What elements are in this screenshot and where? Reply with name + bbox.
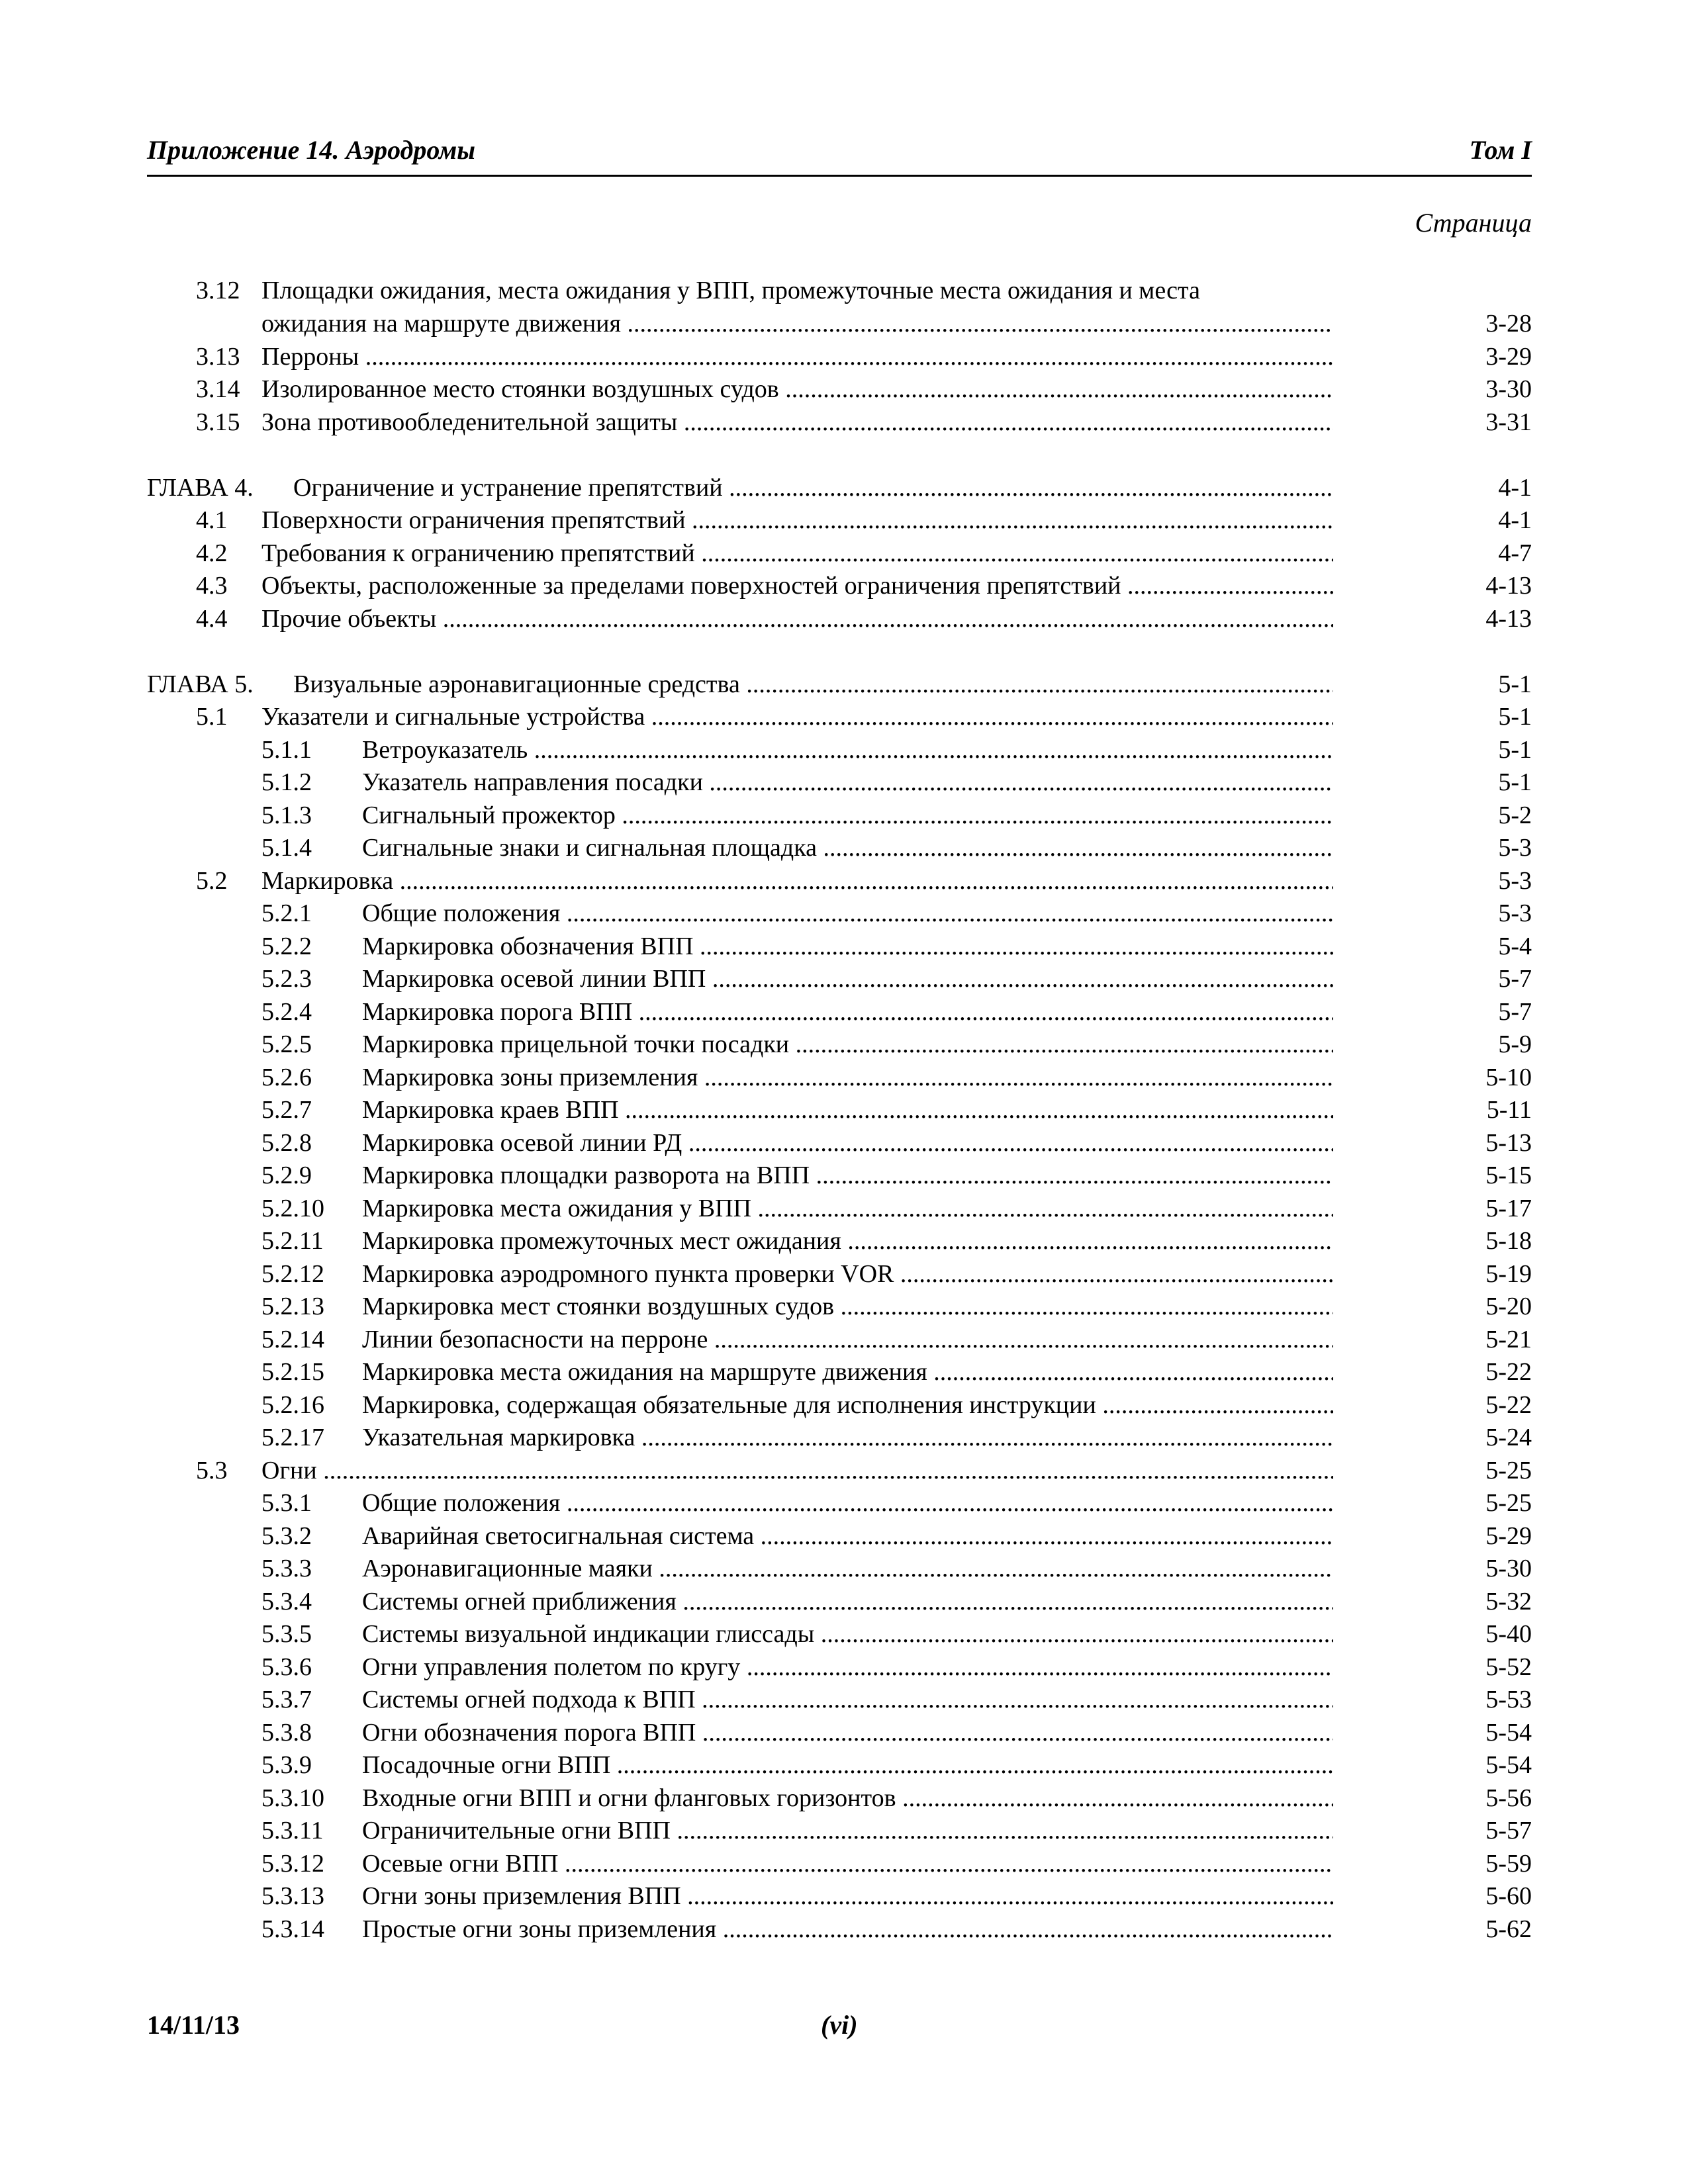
footer-date: 14/11/13	[147, 2010, 240, 2040]
toc-entry[interactable]	[0, 1716, 1688, 1749]
toc-title: Маркировка мест стоянки воздушных судов .....	[362, 1293, 1333, 1320]
toc-page: 5-22	[1485, 1358, 1532, 1386]
toc-num: 5.2.8	[261, 1129, 312, 1157]
toc-title: Аэронавигационные маяки .....	[362, 1555, 1333, 1582]
toc-page: 3-31	[1485, 408, 1532, 436]
page-column-label: Страница	[1415, 208, 1532, 238]
toc-entry[interactable]	[0, 406, 1688, 439]
toc-entry[interactable]	[0, 700, 1688, 733]
toc-title: Сигнальные знаки и сигнальная площадка .....	[362, 834, 1333, 862]
toc-page: 5-21	[1485, 1326, 1532, 1353]
toc-page: 4-7	[1498, 539, 1532, 567]
toc-entry[interactable]	[0, 1749, 1688, 1782]
toc-num: 5.2.5	[261, 1030, 312, 1058]
toc-title: Маркировка промежуточных мест ожидания .....	[362, 1227, 1333, 1255]
toc-page: 5-17	[1485, 1195, 1532, 1222]
toc-page: 5-60	[1485, 1882, 1532, 1910]
toc-num: 5.2.7	[261, 1096, 312, 1124]
toc-title: Маркировка порога ВПП .....	[362, 998, 1333, 1026]
toc-num: 4.2	[196, 539, 228, 567]
toc-entry[interactable]	[0, 1421, 1688, 1454]
toc-entry[interactable]	[0, 1486, 1688, 1520]
toc-entry[interactable]	[0, 1061, 1688, 1094]
toc-page: 5-7	[1498, 998, 1532, 1026]
toc-title: Маркировка места ожидания у ВПП .....	[362, 1195, 1333, 1222]
toc-title: Системы визуальной индикации глиссады .....	[362, 1620, 1333, 1648]
toc-title: Общие положения .....	[362, 1489, 1333, 1517]
toc-entry[interactable]	[0, 799, 1688, 832]
toc-title: Общие положения .....	[362, 899, 1333, 927]
toc-title: Системы огней приближения .....	[362, 1588, 1333, 1615]
toc-page: 5-1	[1498, 736, 1532, 764]
toc-entry[interactable]	[0, 930, 1688, 963]
toc-title: Маркировка .....	[261, 867, 1333, 895]
toc-page: 4-13	[1485, 605, 1532, 633]
toc-num: 5.2	[196, 867, 228, 895]
toc-num: 5.3.7	[261, 1686, 312, 1713]
toc-entry[interactable]	[0, 766, 1688, 799]
toc-num: 5.2.2	[261, 933, 312, 960]
toc-num: 5.1.1	[261, 736, 312, 764]
toc-num: 5.3.13	[261, 1882, 324, 1910]
toc-page: 5-62	[1485, 1915, 1532, 1943]
toc-page: 5-25	[1485, 1489, 1532, 1517]
toc-entry[interactable]	[0, 1683, 1688, 1716]
toc-page: 5-20	[1485, 1293, 1532, 1320]
toc-num: 5.3.11	[261, 1817, 324, 1844]
toc-entry[interactable]	[0, 1192, 1688, 1225]
toc-title: Маркировка места ожидания на маршруте движения .....	[362, 1358, 1333, 1386]
toc-page: 5-13	[1485, 1129, 1532, 1157]
toc-entry[interactable]	[0, 373, 1688, 406]
toc-title: Требования к ограничению препятствий .....	[261, 539, 1333, 567]
toc-num: ГЛАВА 4.	[147, 474, 254, 502]
toc-entry[interactable]	[0, 471, 1688, 504]
toc-page: 5-29	[1485, 1522, 1532, 1550]
toc-num: 3.12	[196, 277, 240, 304]
toc-title: Указатель направления посадки .....	[362, 768, 1333, 796]
toc-page: 5-2	[1498, 801, 1532, 829]
toc-entry[interactable]	[0, 1388, 1688, 1422]
toc-entry[interactable]	[0, 504, 1688, 537]
toc-entry[interactable]	[0, 1454, 1688, 1487]
toc-page: 5-10	[1485, 1064, 1532, 1091]
toc-entry[interactable]	[0, 1224, 1688, 1257]
toc-page: 5-30	[1485, 1555, 1532, 1582]
toc-entry[interactable]	[0, 1159, 1688, 1192]
toc-title: Посадочные огни ВПП .....	[362, 1751, 1333, 1779]
toc-title: Линии безопасности на перроне .....	[362, 1326, 1333, 1353]
toc-num: 4.4	[196, 605, 228, 633]
toc-title: Огни управления полетом по кругу .....	[362, 1653, 1333, 1681]
toc-page: 5-15	[1485, 1161, 1532, 1189]
toc-entry[interactable]	[0, 995, 1688, 1028]
toc-num: 5.3.2	[261, 1522, 312, 1550]
header-title: Приложение 14. Аэродромы	[147, 135, 476, 165]
toc-title: Входные огни ВПП и огни фланговых горизонтов .....	[362, 1784, 1333, 1812]
toc-page: 5-1	[1498, 768, 1532, 796]
toc-entry[interactable]	[0, 897, 1688, 930]
toc-num: 5.3.1	[261, 1489, 312, 1517]
toc-num: 5.3.3	[261, 1555, 312, 1582]
toc-num: 5.2.16	[261, 1391, 324, 1419]
toc-entry[interactable]	[0, 1814, 1688, 1847]
toc-entry[interactable]	[0, 340, 1688, 373]
toc-page: 3-29	[1485, 343, 1532, 371]
toc-entry[interactable]	[0, 831, 1688, 864]
toc-entry[interactable]	[0, 1355, 1688, 1388]
toc-entry[interactable]	[0, 1782, 1688, 1815]
toc-page: 5-32	[1485, 1588, 1532, 1615]
toc-num: 4.3	[196, 572, 228, 600]
toc-page: 5-3	[1498, 867, 1532, 895]
toc-num: 3.13	[196, 343, 240, 371]
toc-title: Огни .....	[261, 1457, 1333, 1484]
toc-page: 5-56	[1485, 1784, 1532, 1812]
toc-page: 5-1	[1498, 703, 1532, 731]
toc-title: Простые огни зоны приземления .....	[362, 1915, 1333, 1943]
toc-page: 4-1	[1498, 506, 1532, 534]
toc-num: 5.1.4	[261, 834, 312, 862]
toc-num: 5.2.11	[261, 1227, 324, 1255]
toc-entry[interactable]	[0, 1585, 1688, 1618]
toc-page: 5-40	[1485, 1620, 1532, 1648]
toc-entry[interactable]	[0, 1126, 1688, 1160]
toc-num: 5.2.17	[261, 1424, 324, 1451]
toc-num: 5.3.9	[261, 1751, 312, 1779]
toc-entry[interactable]	[0, 1093, 1688, 1126]
toc-title: Маркировка площадки разворота на ВПП .....	[362, 1161, 1333, 1189]
toc-title: Маркировка аэродромного пункта проверки VOR .....	[362, 1260, 1333, 1288]
toc-page: 5-9	[1498, 1030, 1532, 1058]
toc-num: 3.15	[196, 408, 240, 436]
toc-page: 5-24	[1485, 1424, 1532, 1451]
toc-entry[interactable]	[0, 1617, 1688, 1651]
toc-page: 5-4	[1498, 933, 1532, 960]
toc-title: Огни зоны приземления ВПП .....	[362, 1882, 1333, 1910]
toc-entry[interactable]	[0, 602, 1688, 635]
toc-title: Указатели и сигнальные устройства .....	[261, 703, 1333, 731]
toc-entry[interactable]	[0, 1323, 1688, 1356]
toc-title: Изолированное место стоянки воздушных судов .....	[261, 375, 1333, 403]
toc-page: 5-57	[1485, 1817, 1532, 1844]
toc-title: Маркировка обозначения ВПП .....	[362, 933, 1333, 960]
toc-num: 5.2.14	[261, 1326, 324, 1353]
toc-num: 5.1	[196, 703, 228, 731]
toc-num: 5.3.14	[261, 1915, 324, 1943]
toc-page: 5-54	[1485, 1751, 1532, 1779]
toc-page: 5-1	[1498, 670, 1532, 698]
header-volume: Том I	[1469, 135, 1532, 165]
toc-page: 5-59	[1485, 1850, 1532, 1878]
toc-title: Маркировка зоны приземления .....	[362, 1064, 1333, 1091]
footer-page-number: (vi)	[821, 2010, 858, 2040]
toc-num: 3.14	[196, 375, 240, 403]
toc-title: Огни обозначения порога ВПП .....	[362, 1719, 1333, 1747]
toc-num: 5.3.6	[261, 1653, 312, 1681]
toc-title: Маркировка, содержащая обязательные для исполнения инструкции .....	[362, 1391, 1333, 1419]
toc-title: Осевые огни ВПП .....	[362, 1850, 1333, 1878]
toc-num: 5.3.4	[261, 1588, 312, 1615]
toc-entry[interactable]	[0, 1880, 1688, 1913]
toc-entry[interactable]	[0, 962, 1688, 995]
toc-entry[interactable]	[0, 1552, 1688, 1585]
toc-title: Ветроуказатель .....	[362, 736, 1333, 764]
toc-title: Сигнальный прожектор .....	[362, 801, 1333, 829]
toc-title: Ограничение и устранение препятствий .....	[293, 474, 1333, 502]
toc-entry[interactable]	[0, 864, 1688, 897]
toc-title: Указательная маркировка .....	[362, 1424, 1333, 1451]
toc-num: 5.3.5	[261, 1620, 312, 1648]
toc-title-line1: Площадки ожидания, места ожидания у ВПП, промежуточные места ожидания и места	[261, 277, 1200, 304]
toc-page: 5-53	[1485, 1686, 1532, 1713]
toc-num: 5.1.2	[261, 768, 312, 796]
toc-entry[interactable]	[0, 307, 1688, 340]
toc-title: Маркировка краев ВПП .....	[362, 1096, 1333, 1124]
toc-num: 5.2.15	[261, 1358, 324, 1386]
toc-entry[interactable]	[0, 569, 1688, 602]
toc-entry[interactable]	[0, 1257, 1688, 1291]
toc-page: 5-19	[1485, 1260, 1532, 1288]
toc-entry[interactable]	[0, 1028, 1688, 1061]
toc-page: 3-28	[1485, 310, 1532, 338]
toc-entry[interactable]	[0, 1651, 1688, 1684]
toc-num: 5.3.8	[261, 1719, 312, 1747]
toc-page: 5-18	[1485, 1227, 1532, 1255]
toc-title: Зона противообледенительной защиты .....	[261, 408, 1333, 436]
toc-num: 5.2.6	[261, 1064, 312, 1091]
toc-num: 5.2.9	[261, 1161, 312, 1189]
toc-title: Маркировка прицельной точки посадки .....	[362, 1030, 1333, 1058]
toc-num: 4.1	[196, 506, 228, 534]
toc-entry[interactable]	[0, 668, 1688, 701]
toc-title: Аварийная светосигнальная система .....	[362, 1522, 1333, 1550]
toc-num: 5.3.12	[261, 1850, 324, 1878]
toc-page: 5-3	[1498, 834, 1532, 862]
toc-num: 5.3	[196, 1457, 228, 1484]
toc-page: 5-7	[1498, 965, 1532, 993]
toc-title: Маркировка осевой линии ВПП .....	[362, 965, 1333, 993]
toc-page: 3-30	[1485, 375, 1532, 403]
toc-page: 5-22	[1485, 1391, 1532, 1419]
toc-page: 5-11	[1486, 1096, 1532, 1124]
toc-title: Визуальные аэронавигационные средства .....	[293, 670, 1333, 698]
toc-page: 4-1	[1498, 474, 1532, 502]
toc-title: Прочие объекты .....	[261, 605, 1333, 633]
toc-page: 5-52	[1485, 1653, 1532, 1681]
toc-title: Перроны .....	[261, 343, 1333, 371]
toc-title: Маркировка осевой линии РД .....	[362, 1129, 1333, 1157]
toc-num: 5.3.10	[261, 1784, 324, 1812]
toc-title: Системы огней подхода к ВПП .....	[362, 1686, 1333, 1713]
toc-title: ожидания на маршруте движения .....	[261, 310, 1333, 338]
toc-page: 4-13	[1485, 572, 1532, 600]
toc-num: 5.2.1	[261, 899, 312, 927]
toc-entry[interactable]	[0, 537, 1688, 570]
toc-num: 5.2.4	[261, 998, 312, 1026]
toc-num: 5.2.13	[261, 1293, 324, 1320]
toc-entry[interactable]	[0, 1520, 1688, 1553]
toc-num: 5.1.3	[261, 801, 312, 829]
toc-page: 5-54	[1485, 1719, 1532, 1747]
toc-entry[interactable]	[0, 1847, 1688, 1880]
toc-num: ГЛАВА 5.	[147, 670, 254, 698]
toc-num: 5.2.12	[261, 1260, 324, 1288]
toc-title: Ограничительные огни ВПП .....	[362, 1817, 1333, 1844]
toc-title: Объекты, расположенные за пределами поверхностей ограничения препятствий .....	[261, 572, 1333, 600]
toc-page: 5-3	[1498, 899, 1532, 927]
toc-title: Поверхности ограничения препятствий .....	[261, 506, 1333, 534]
toc-entry[interactable]	[0, 733, 1688, 766]
toc-num: 5.2.3	[261, 965, 312, 993]
toc-num: 5.2.10	[261, 1195, 324, 1222]
toc-entry[interactable]	[0, 1913, 1688, 1946]
toc-entry[interactable]	[0, 1290, 1688, 1323]
page-header	[147, 134, 1532, 177]
toc-page: 5-25	[1485, 1457, 1532, 1484]
